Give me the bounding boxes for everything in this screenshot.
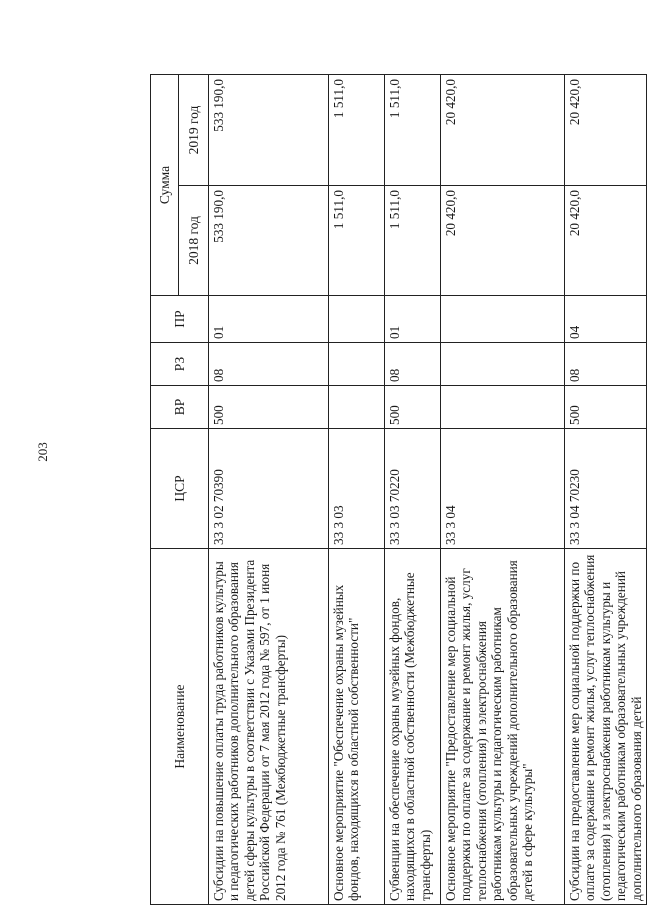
header-csr: ЦСР [151,429,209,549]
row-sum-2018: 1 511,0 [385,186,441,296]
header-sum: Сумма [151,74,179,295]
row-vr: 500 [209,386,329,429]
row-pr [441,296,565,343]
row-vr: 500 [385,386,441,429]
header-name: Наименование [151,549,209,905]
row-sum-2018: 533 190,0 [209,186,329,296]
row-sum-2019: 1 511,0 [385,74,441,185]
row-rz [441,343,565,386]
row-csr: 33 3 03 [329,429,385,549]
header-year-2018: 2018 год [179,186,209,296]
row-name: Основное мероприятие "Предоставление мер социальной поддержки по оплате за содержание и ремонт жилья, услуг теплоснабжения (отопления) и электроснабжения работникам культуры и педагогическим работникам образовательных учреждений дополнительного образования детей в сфере культуры" [441,549,565,905]
row-csr: 33 3 04 70230 [565,429,647,549]
row-sum-2019: 1 511,0 [329,74,385,185]
row-pr: 01 [385,296,441,343]
row-sum-2018: 20 420,0 [565,186,647,296]
row-vr [329,386,385,429]
row-vr: 500 [565,386,647,429]
row-rz [329,343,385,386]
header-year-2019: 2019 год [179,74,209,185]
table-row [329,74,385,904]
row-rz: 08 [209,343,329,386]
row-pr: 04 [565,296,647,343]
row-rz: 08 [565,343,647,386]
row-vr [441,386,565,429]
row-name: Субсидии на предоставление мер социальной поддержки по оплате за содержание и ремонт жилья, услуг теплоснабжения (отопления) и электроснабжения работникам культуры и педагогическим работникам образовательных учреждений дополнительного образования детей [565,549,647,905]
row-csr: 33 3 04 [441,429,565,549]
header-vr: ВР [151,386,209,429]
row-name: Субсидии на повышение оплаты труда работников культуры и педагогических работников дополнительного образования детей сферы культуры в соответствии с Указами Президента Российской Федерации от 7 мая 2012 года № 597, от 1 июня 2012 года № 761 (Межбюджетные трансферты) [209,549,329,905]
row-name: Субвенции на обеспечение охраны музейных фондов, находящихся в областной собственности (Межбюджетные трансферты) [385,549,441,905]
row-sum-2018: 1 511,0 [329,186,385,296]
table-row [565,74,647,904]
row-sum-2019: 20 420,0 [565,74,647,185]
row-name: Основное мероприятие "Обеспечение охраны музейных фондов, находящихся в областной собственности" [329,549,385,905]
row-sum-2019: 20 420,0 [441,74,565,185]
budget-table-sheet [150,75,644,905]
budget-table [150,74,647,905]
row-pr: 01 [209,296,329,343]
row-csr: 33 3 03 70220 [385,429,441,549]
table-row [441,74,565,904]
page-number: 203 [35,442,50,462]
row-sum-2019: 533 190,0 [209,74,329,185]
header-pr: ПР [151,296,209,343]
row-csr: 33 3 02 70390 [209,429,329,549]
header-rz: РЗ [151,343,209,386]
table-row [385,74,441,904]
row-sum-2018: 20 420,0 [441,186,565,296]
row-rz: 08 [385,343,441,386]
row-pr [329,296,385,343]
table-row [209,74,329,904]
